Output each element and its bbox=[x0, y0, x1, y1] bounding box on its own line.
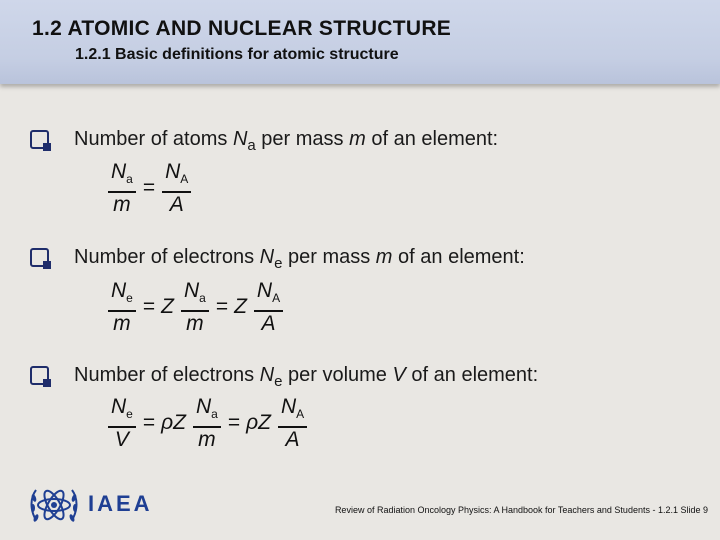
iaea-atom-logo-icon bbox=[28, 480, 80, 530]
fraction: $\frac{N_a}{m}$ bbox=[181, 279, 209, 336]
bullet-box-icon bbox=[30, 366, 49, 385]
fraction: $\frac{N_e}{m}$ bbox=[108, 279, 136, 336]
equation-atoms-per-mass: $\frac{N_a}{m}$ = $\frac{N_A}{A}$ bbox=[104, 160, 195, 217]
fraction: $\frac{N_A}{A}$ bbox=[162, 160, 191, 217]
bullet-box-icon bbox=[30, 248, 49, 267]
slide-subtitle: 1.2.1 Basic definitions for atomic structure bbox=[75, 46, 399, 63]
fraction: $\frac{N_a}{m}$ bbox=[193, 395, 221, 452]
bullet-text: Number of electrons $N_e$ per volume V of an element: bbox=[74, 364, 539, 390]
fraction: $\frac{N_e}{V}$ bbox=[108, 395, 136, 452]
equation-electrons-per-volume: $\frac{N_e}{V}$ = ρZ $\frac{N_a}{m}$ = ρZ $\frac{N_A}{A}$ bbox=[104, 395, 311, 452]
bullet-text: Number of atoms $N_a$ per mass m of an element: bbox=[74, 128, 499, 154]
bullet-box-icon bbox=[30, 130, 49, 149]
fraction: $\frac{N_a}{m}$ bbox=[108, 160, 136, 217]
slide-header bbox=[0, 0, 720, 84]
equation-electrons-per-mass: $\frac{N_e}{m}$ = Z $\frac{N_a}{m}$ = Z $\frac{N_A}{A}$ bbox=[104, 279, 287, 336]
fraction: $\frac{N_A}{A}$ bbox=[254, 279, 283, 336]
iaea-logo-text: IAEA bbox=[88, 491, 153, 516]
fraction: $\frac{N_A}{A}$ bbox=[278, 395, 307, 452]
slide-footer: Review of Radiation Oncology Physics: A Handbook for Teachers and Students - 1.2.1 Slide 9 bbox=[334, 505, 708, 515]
slide-title: 1.2 ATOMIC AND NUCLEAR STRUCTURE bbox=[32, 17, 452, 40]
bullet-text: Number of electrons $N_e$ per mass m of an element: bbox=[74, 246, 525, 272]
